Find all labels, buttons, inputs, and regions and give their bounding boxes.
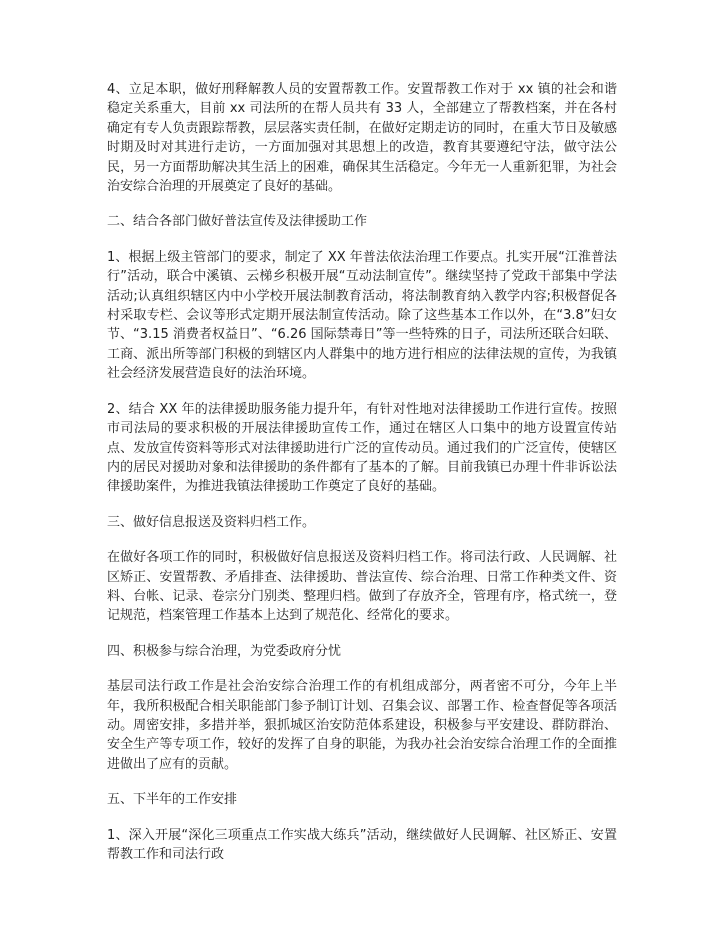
paragraph-plan-item-1: 1、深入开展“深化三项重点工作实战大练兵”活动，继续做好人民调解、社区矫正、安置帮教工作和司法行政 xyxy=(107,827,617,862)
paragraph-resettlement: 4、立足本职，做好刑释解教人员的安置帮教工作。安置帮教工作对于 xx 镇的社会和谐稳定关系重大，目前 xx 司法所的在帮人员共有 33 人，全部建立了帮教档案，并在各村确定有专人负责跟踪帮教，层层落实责任制，在做好定期走访的同时，在重大节日及敏感时期及时对其进行走访，一方面加强对其思想上的改造，教育其要遵纪守法，做守法公民，另一方面帮助解决其生活上的困难，确保其生活稳定。今年无一人重新犯罪，为社会治安综合治理的开展奠定了良好的基础。 xyxy=(107,82,617,195)
section-heading-comprehensive-governance: 四、积极参与综合治理，为党委政府分忧 xyxy=(107,643,342,659)
section-heading-information-archiving: 三、做好信息报送及资料归档工作。 xyxy=(107,514,316,530)
section-heading-second-half-plan: 五、下半年的工作安排 xyxy=(107,792,238,808)
paragraph-legal-education: 1、根据上级主管部门的要求，制定了 XX 年普法依法治理工作要点。扎实开展“江淮普法行”活动，联合中溪镇、云梯乡积极开展“互动法制宣传”。继续坚持了党政干部集中学法活动;认真组织辖区内中小学校开展法制教育活动，将法制教育纳入教学内容;积极督促各村采取专栏、会议等形式定期开展法制宣传活动。除了这些基本工作以外，在“3.8”妇女节、“3.15 消费者权益日”、“6.26 国际禁毒日”等一些特殊的日子，司法所还联合妇联、工商、派出所等部门积极的到辖区内人群集中的地方进行相应的法律法规的宣传，为我镇社会经济发展营造良好的法治环境。 xyxy=(107,249,617,382)
paragraph-governance: 基层司法行政工作是社会治安综合治理工作的有机组成部分，两者密不可分，今年上半年，我所积极配合相关职能部门参予制订计划、召集会议、部署工作、检查督促等各项活动。周密安排，多措并举，狠抓城区治安防范体系建设，积极参与平安建设、群防群治、安全生产等专项工作，较好的发挥了自身的职能，为我办社会治安综合治理工作的全面推进做出了应有的贡献。 xyxy=(107,679,617,772)
document-body xyxy=(107,80,617,880)
paragraph-legal-aid: 2、结合 XX 年的法律援助服务能力提升年，有针对性地对法律援助工作进行宣传。按照市司法局的要求积极的开展法律援助宣传工作，通过在辖区人口集中的地方设置宣传站点、发放宣传资料等形式对法律援助进行广泛的宣传动员。通过我们的广泛宣传，使辖区内的居民对援助对象和法律援助的条件都有了基本的了解。目前我镇已办理十件非诉讼法律援助案件，为推进我镇法律援助工作奠定了良好的基础。 xyxy=(107,401,617,495)
section-heading-legal-publicity: 二、结合各部门做好普法宣传及法律援助工作 xyxy=(107,214,368,230)
paragraph-archiving: 在做好各项工作的同时，积极做好信息报送及资料归档工作。将司法行政、人民调解、社区矫正、安置帮教、矛盾排查、法律援助、普法宣传、综合治理、日常工作种类文件、资料、台帐、记录、卷宗分门别类、整理归档。做到了存放齐全，管理有序，格式统一，登记规范，档案管理工作基本上达到了规范化、经常化的要求。 xyxy=(107,550,617,624)
